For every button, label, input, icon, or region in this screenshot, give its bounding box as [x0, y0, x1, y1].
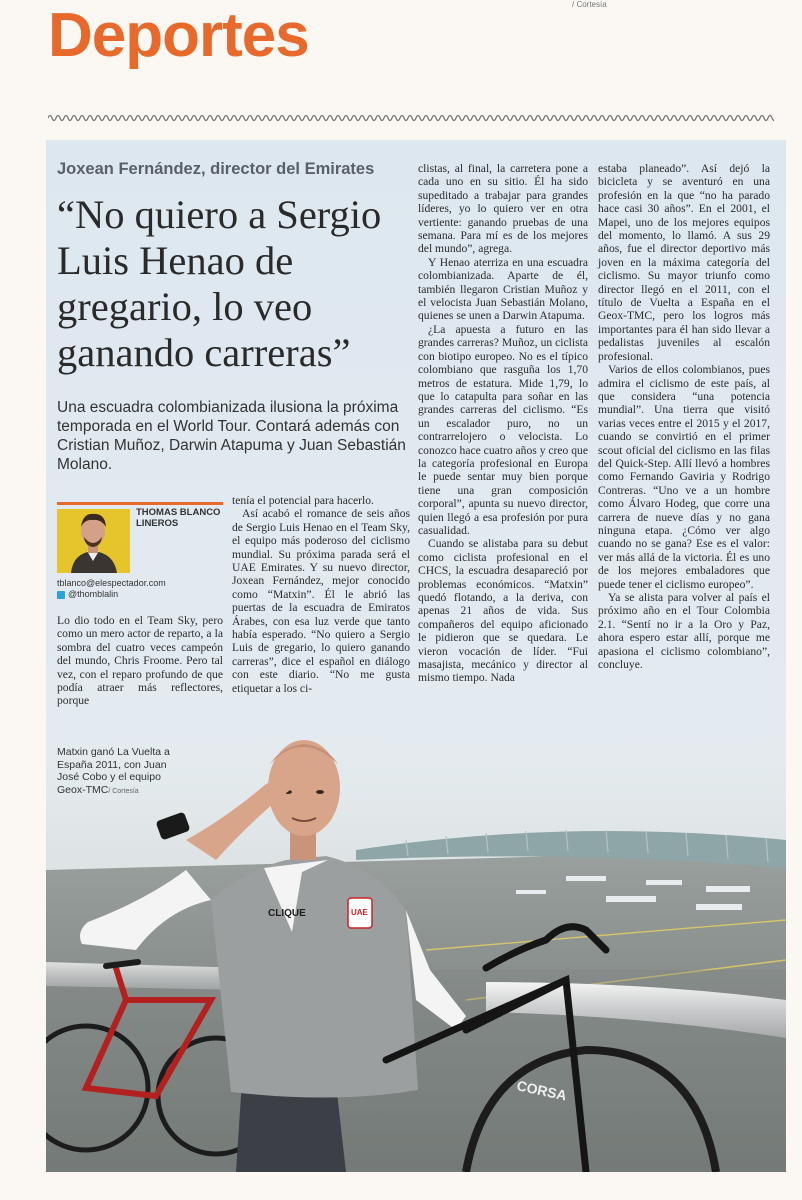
author-email[interactable]: tblanco@elespectador.com	[57, 578, 166, 588]
caption-text: Matxin ganó La Vuelta a España 2011, con Juan José Cobo y el equipo Geox-TMC	[57, 746, 170, 796]
jersey-badge: UAE	[351, 908, 368, 917]
paragraph: Y Henao aterriza en una escuadra colombianizada. Aparte de él, también llegaron Cristian Muñoz y el velocista Juan Sebastián Molano, quienes se unen a Darwin Atapuma.	[418, 255, 588, 323]
paragraph: Ya se alista para volver al país el próximo año en el Tour Colombia 2.1. “Sentí no ir a la Oro y Paz, ahora espero estar allí, porque me apasiona el ciclismo colombiano”, concluye.	[598, 591, 770, 672]
jersey-text: CLIQUE	[268, 908, 306, 919]
paragraph: Varios de ellos colombianos, pues admira el ciclismo de este país, al que considera “una potencia mundial”. Una tierra que visitó varias veces entre el 2015 y el 2017, cuando se convirtió en el primer scout oficial del ciclismo en las filas del Quick-Step. Allí llevó a hombres como Fernando Gaviria y Rodrigo Contreras. “Uno ve a un hombre como Álvaro Hodeg, que corre una carrera de nueve días y no gana ninguna etapa. ¿Cómo ver algo cuando no se gana? Ese es el valor: ver más allá de la victoria. Él es uno de los mejores embaladores que puede tener el ciclismo europeo”.	[598, 363, 770, 591]
paragraph: estaba planeado”. Así dejó la bicicleta y se aventuró en una profesión en la que “no ha parado hace casi 30 años”. En el 2001, el Mapei, uno de los mejores equipos del momento, lo llamó. A sus 29 años, fue el director deportivo más joven en la máxima categoría del ciclismo. Su mayor triunfo como director llegó en el 2011, con el título de Vuelta a España en el Geox-TMC, pero los logros más importantes para él han sido llevar a pedalistas juveniles al escalón profesional.	[598, 162, 770, 363]
paragraph: ¿La apuesta a futuro en las grandes carreras? Muñoz, un ciclista con biotipo europeo. No es el típico colombiano que rasguña los 1,70 metros de estatura. Mide 1,79, lo que lo catapulta para soñar en las grandes carreras del ciclismo. “Es un escalador puro, no un contrarrelojero o velocista. Lo conozco hace cuatro años y creo que la categoría profesional en Europa le puede sentar muy bien porque tiene una gran composición corporal”, apunta su nuevo director, quien llegó a esa profesión por pura casualidad.	[418, 322, 588, 537]
caption-credit: / Cortesía	[108, 787, 139, 795]
squiggle-divider	[48, 112, 774, 124]
svg-text:CORSA: CORSA	[515, 1077, 569, 1104]
twitter-icon	[57, 591, 65, 599]
section-title: Deportes	[48, 1, 309, 70]
body-column-2	[232, 494, 410, 695]
author-twitter[interactable]	[57, 589, 118, 599]
author-twitter-handle: @thomblalin	[68, 589, 119, 599]
article-kicker: Joxean Fernández, director del Emirates	[57, 160, 375, 178]
author-name: THOMAS BLANCO LINEROS	[136, 507, 221, 529]
article-dek: Una escuadra colombianizada ilusiona la próxima temporada en el World Tour. Contará además con Cristian Muñoz, Darwin Atapuma y Juan Sebastián Molano.	[57, 399, 406, 473]
top-photo-credit: / Cortesía	[572, 0, 607, 9]
paragraph: tenía el potencial para hacerlo.	[232, 494, 374, 507]
paragraph: Así acabó el romance de seis años de Sergio Luis Henao en el Team Sky, el equipo más poderoso del ciclismo mundial. Su próxima parada será el UAE Emirates. Y su nuevo director, Joxean Fernández, mejor conocido como “Matxin”. Él le abrió las puertas de la escuadra de Emiratos Árabes, con esa luz verde que tanto había esperado. “No quiero a Sergio Luis de gregario, lo quiero ganando carreras”, dice el español en diálogo con este diario. “No me gusta etiquetar a los ci-	[232, 507, 410, 695]
paragraph: Lo dio todo en el Team Sky, pero como un mero actor de reparto, a la sombra del cuatro veces campeón del mundo, Chris Froome. Pero tal vez, con el reparo profundo de que podía atraer más reflectores,	[57, 614, 223, 695]
article-headline: “No quiero a Sergio Luis Henao de gregario, lo veo ganando carreras”	[57, 192, 382, 375]
paragraph: clistas, al final, la carretera pone a cada uno en su sitio. Él ha sido supeditado a trabajar para grandes líderes, yo lo quiero ver en otra vertiente: ganando pruebas de una semana. Para mí es de los mejores del mundo”, agrega.	[418, 162, 588, 256]
author-avatar	[57, 509, 130, 573]
body-column-3	[418, 162, 588, 685]
photo-caption	[57, 746, 187, 798]
author-rule	[57, 502, 223, 505]
paragraph: Cuando se alistaba para su debut como ciclista profesional en el CHCS, la escuadra desapareció por problemas económicos. “Matxin” quedó flotando, a la deriva, con apenas 21 años de vida. Sus compañeros del equipo aficionado le pidieron que se quedara. Le vieron vocación de líder. “Fui masajista, mecánico y director al mismo tiempo. Nada	[418, 537, 588, 685]
body-column-1	[57, 614, 223, 708]
body-column-4	[598, 162, 770, 671]
